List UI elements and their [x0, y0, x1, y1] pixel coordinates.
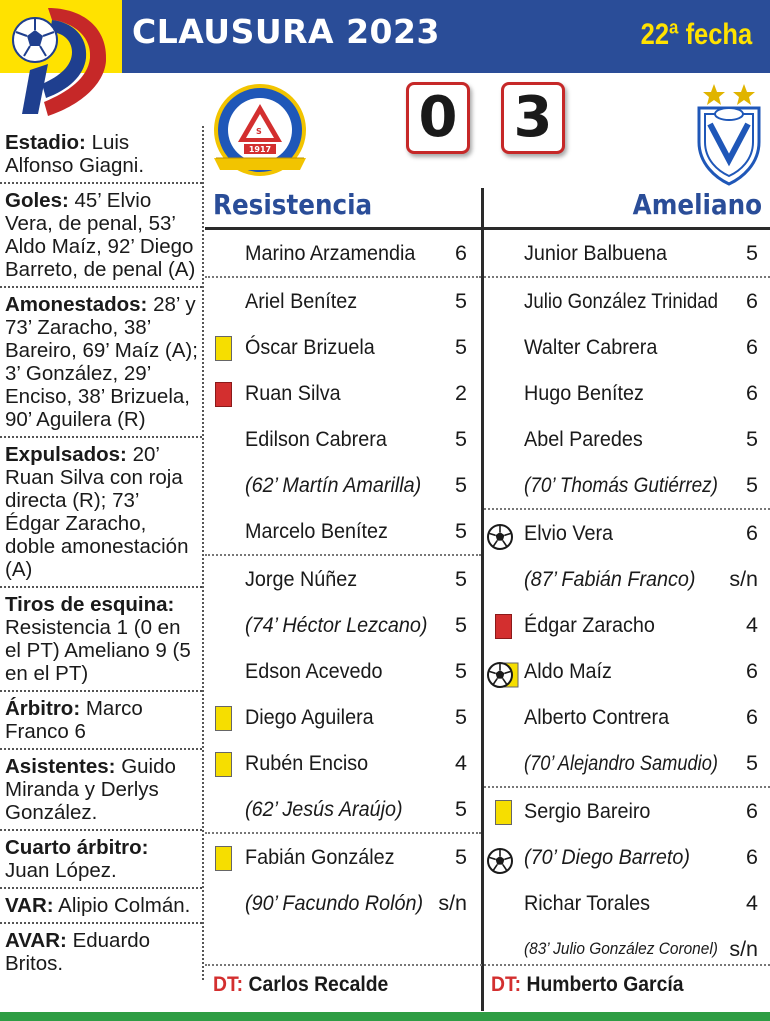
round-label: 22ª fecha [640, 18, 752, 51]
player-name: Marino Arzamendia [245, 241, 416, 265]
player-rating: 6 [746, 521, 758, 545]
player-name: Diego Aguilera [245, 705, 374, 729]
player-rating: 5 [455, 335, 467, 359]
player-row [205, 694, 481, 740]
player-name: Marcelo Benítez [245, 519, 388, 543]
svg-text:S: S [256, 127, 262, 136]
player-name: Jorge Núñez [245, 567, 358, 591]
info-text: Luis Alfonso Giagni. [5, 131, 145, 177]
player-name: Julio González Trinidad [524, 289, 718, 313]
player-rating: 5 [455, 473, 467, 497]
player-row [484, 370, 770, 416]
player-rating: 2 [455, 381, 467, 405]
player-rating: 5 [455, 567, 467, 591]
player-rating: 5 [455, 705, 467, 729]
player-rating: 5 [746, 473, 758, 497]
player-name: Rubén Enciso [245, 751, 369, 775]
yellow-card-icon [215, 846, 232, 871]
substitute-name: (62’ Martín Amarilla) [245, 473, 422, 497]
coach-label: DT: [491, 972, 522, 996]
info-block [0, 750, 202, 831]
info-text: 20’ Ruan Silva con roja directa (R); 73’ Édgar Zaracho, doble amonestación (A) [5, 443, 189, 581]
info-label: Amonestados: [5, 293, 148, 316]
player-row [484, 462, 770, 510]
league-logo [0, 0, 122, 73]
player-row [205, 462, 481, 508]
player-row [205, 230, 481, 278]
player-row [205, 370, 481, 416]
player-name: Aldo Maíz [524, 659, 612, 683]
coach-label: DT: [213, 972, 244, 996]
info-label: Asistentes: [5, 755, 116, 778]
player-rating: s/n [729, 937, 758, 961]
crest-year: 1917 [248, 145, 272, 154]
substitute-name: (70’ Alejandro Samudio) [524, 751, 718, 775]
player-rating: 5 [455, 289, 467, 313]
player-name: Walter Cabrera [524, 335, 658, 359]
info-block [0, 438, 202, 588]
yellow-card-icon [495, 800, 512, 825]
info-label: Estadio: [5, 131, 86, 154]
player-name: Junior Balbuena [524, 241, 667, 265]
player-row [205, 602, 481, 648]
info-block [0, 889, 202, 924]
player-row [484, 230, 770, 278]
substitute-name: (74’ Héctor Lezcano) [245, 613, 428, 637]
player-rating: 6 [746, 705, 758, 729]
player-row [205, 278, 481, 324]
player-row [484, 880, 770, 926]
info-label: Cuarto árbitro: [5, 836, 149, 859]
info-text: 45’ Elvio Vera, de penal, 53’ Aldo Maíz, 92’ Diego Barreto, de penal (A) [5, 189, 196, 281]
player-row [484, 416, 770, 462]
away-coach-name: Humberto García [526, 972, 684, 996]
player-name: Alberto Contrera [524, 705, 670, 729]
player-rating: 6 [746, 799, 758, 823]
player-rating: 5 [455, 613, 467, 637]
player-row [205, 880, 481, 926]
league-logo-icon [8, 6, 118, 116]
player-name: Abel Paredes [524, 427, 643, 451]
player-row [484, 556, 770, 602]
player-rating: 4 [746, 613, 758, 637]
home-coach [213, 972, 388, 997]
home-score: 0 [406, 82, 470, 154]
info-label: AVAR: [5, 929, 67, 952]
player-row [484, 834, 770, 880]
player-rating: s/n [438, 891, 467, 915]
player-name: Ruan Silva [245, 381, 341, 405]
player-rating: 5 [746, 427, 758, 451]
info-text: 28’ y 73’ Zaracho, 38’ Bareiro, 69’ Maíz (A); 3’ González, 29’ Enciso, 38’ Brizuela, 90’ Aguilera (R) [5, 293, 198, 431]
info-block [0, 831, 202, 889]
player-name: Edilson Cabrera [245, 427, 387, 451]
away-score: 3 [501, 82, 565, 154]
player-rating: 6 [455, 241, 467, 265]
player-rating: 5 [455, 845, 467, 869]
substitute-name: (83’ Julio González Coronel) [524, 939, 718, 958]
coach-divider [205, 964, 770, 966]
info-block [0, 184, 202, 288]
resistencia-crest-icon [210, 82, 310, 182]
player-row [484, 740, 770, 788]
player-rating: 5 [746, 241, 758, 265]
player-rating: 5 [455, 797, 467, 821]
player-rating: 5 [746, 751, 758, 775]
player-rating: 6 [746, 289, 758, 313]
player-rating: 4 [455, 751, 467, 775]
player-rating: 4 [746, 891, 758, 915]
player-rating: 6 [746, 381, 758, 405]
home-lineup [205, 230, 481, 926]
info-block [0, 924, 202, 980]
substitute-name: (62’ Jesús Araújo) [245, 797, 403, 821]
info-text: Alipio Colmán. [53, 894, 191, 917]
red-card-icon [495, 614, 512, 639]
player-row [484, 602, 770, 648]
player-rating: 6 [746, 659, 758, 683]
player-row [205, 556, 481, 602]
info-block [0, 588, 202, 692]
substitute-name: (70’ Thomás Gutiérrez) [524, 473, 718, 497]
info-label: Árbitro: [5, 697, 81, 720]
header-bar [0, 0, 770, 73]
player-name: Edson Acevedo [245, 659, 383, 683]
substitute-name: (87’ Fabián Franco) [524, 567, 696, 591]
player-rating: 5 [455, 659, 467, 683]
away-team-name: Ameliano [632, 188, 762, 221]
player-name: Ariel Benítez [245, 289, 358, 313]
yellow-card-icon [215, 706, 232, 731]
player-name: Richar Torales [524, 891, 651, 915]
player-rating: 6 [746, 845, 758, 869]
player-row [205, 416, 481, 462]
player-row [484, 788, 770, 834]
player-row [205, 834, 481, 880]
info-text: Guido Miranda y Derlys González. [5, 755, 176, 824]
info-text: Marco Franco 6 [5, 697, 143, 743]
player-name: Sergio Bareiro [524, 799, 651, 823]
info-label: Tiros de esquina: [5, 593, 175, 616]
player-row [484, 324, 770, 370]
info-block [0, 126, 202, 184]
home-team-name: Resistencia [213, 188, 373, 221]
player-name: Fabián González [245, 845, 395, 869]
page-title: CLAUSURA 2023 [132, 12, 440, 51]
player-row [205, 508, 481, 556]
player-row [205, 324, 481, 370]
info-label: VAR: [5, 894, 54, 917]
player-name: Elvio Vera [524, 521, 614, 545]
bottom-bar [0, 1012, 770, 1021]
info-block [0, 692, 202, 750]
player-row [205, 740, 481, 786]
player-rating: 5 [455, 519, 467, 543]
player-name: Hugo Benítez [524, 381, 644, 405]
yellow-card-icon [215, 752, 232, 777]
substitute-name: (90’ Facundo Rolón) [245, 891, 424, 915]
player-row [205, 786, 481, 834]
player-rating: 6 [746, 335, 758, 359]
player-rating: 5 [455, 427, 467, 451]
info-label: Expulsados: [5, 443, 127, 466]
match-info-column [0, 126, 204, 980]
player-row [484, 694, 770, 740]
info-text: Eduardo Britos. [5, 929, 151, 975]
player-row [484, 648, 770, 694]
info-text: Juan López. [5, 859, 117, 882]
info-block [0, 288, 202, 438]
player-row [484, 278, 770, 324]
substitute-name: (70’ Diego Barreto) [524, 845, 691, 869]
player-name: Óscar Brizuela [245, 335, 375, 359]
player-row [205, 648, 481, 694]
home-coach-name: Carlos Recalde [248, 972, 389, 996]
away-lineup [484, 230, 770, 972]
ameliano-crest-icon [694, 80, 764, 186]
player-name: Édgar Zaracho [524, 613, 655, 637]
info-text: Resistencia 1 (0 en el PT) Ameliano 9 (5 en el PT) [5, 616, 191, 685]
info-label: Goles: [5, 189, 69, 212]
away-coach [491, 972, 683, 997]
red-card-icon [215, 382, 232, 407]
player-row [484, 510, 770, 556]
player-rating: s/n [729, 567, 758, 591]
yellow-card-icon [215, 336, 232, 361]
